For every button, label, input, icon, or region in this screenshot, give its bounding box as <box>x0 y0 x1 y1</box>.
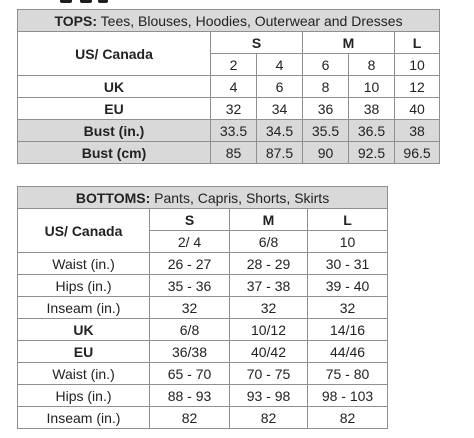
row-label: Bust (in.) <box>18 120 211 142</box>
bottoms-size-table <box>17 186 388 429</box>
bottoms-row-waist-in <box>18 253 388 275</box>
table-cell: 8 <box>349 54 395 76</box>
table-cell: 82 <box>150 407 230 429</box>
row-label: Bust (cm) <box>18 142 211 164</box>
table-cell: 44/46 <box>308 341 388 363</box>
row-label: Inseam (in.) <box>18 407 150 429</box>
bottoms-table-title <box>18 187 388 209</box>
table-cell: 33.5 <box>211 120 257 142</box>
table-cell: 4 <box>257 54 303 76</box>
row-label: UK <box>18 76 211 98</box>
table-cell: 6 <box>303 54 349 76</box>
row-label: Hips (in.) <box>18 275 150 297</box>
table-cell: 98 - 103 <box>308 385 388 407</box>
tops-row-uk <box>18 76 440 98</box>
bottoms-row-uk <box>18 319 388 341</box>
tops-size-header-row <box>18 32 440 54</box>
table-cell: 75 - 80 <box>308 363 388 385</box>
row-label: EU <box>18 341 150 363</box>
row-label: Inseam (in.) <box>18 297 150 319</box>
tops-row-bust-cm <box>18 142 440 164</box>
table-cell: 28 - 29 <box>230 253 308 275</box>
bottoms-row-eu <box>18 341 388 363</box>
table-cell: 32 <box>230 297 308 319</box>
table-cell: 90 <box>303 142 349 164</box>
bottoms-size-m: M <box>230 209 308 231</box>
bottoms-row-hips-cm <box>18 385 388 407</box>
table-cell: 87.5 <box>257 142 303 164</box>
tops-table-title <box>18 10 440 32</box>
bottoms-row-inseam-cm <box>18 407 388 429</box>
row-label: UK <box>18 319 150 341</box>
table-cell: 34.5 <box>257 120 303 142</box>
tops-size-s: S <box>211 32 303 54</box>
tops-row-bust-in <box>18 120 440 142</box>
table-cell: 2 <box>211 54 257 76</box>
bottoms-size-l: L <box>308 209 388 231</box>
table-cell: 36/38 <box>150 341 230 363</box>
table-cell: 65 - 70 <box>150 363 230 385</box>
bottoms-us-canada-label: US/ Canada <box>18 209 150 253</box>
table-cell: 2/ 4 <box>150 231 230 253</box>
table-cell: 6/8 <box>230 231 308 253</box>
table-cell: 70 - 75 <box>230 363 308 385</box>
bottoms-title-rest: Pants, Capris, Shorts, Skirts <box>150 189 330 206</box>
table-cell: 36 <box>303 98 349 120</box>
table-cell: 6 <box>257 76 303 98</box>
table-cell: 82 <box>230 407 308 429</box>
table-cell: 10/12 <box>230 319 308 341</box>
table-cell: 88 - 93 <box>150 385 230 407</box>
tops-size-table <box>17 9 440 164</box>
bottoms-title-bold: BOTTOMS: <box>75 189 151 206</box>
table-cell: 30 - 31 <box>308 253 388 275</box>
table-cell: 92.5 <box>349 142 395 164</box>
table-cell: 38 <box>349 98 395 120</box>
table-cell: 32 <box>150 297 230 319</box>
tops-row-eu <box>18 98 440 120</box>
bottoms-title-row <box>18 187 388 209</box>
bottoms-row-inseam-in <box>18 297 388 319</box>
table-cell: 96.5 <box>395 142 440 164</box>
table-cell: 14/16 <box>308 319 388 341</box>
table-cell: 37 - 38 <box>230 275 308 297</box>
tops-size-m: M <box>303 32 395 54</box>
table-cell: 8 <box>303 76 349 98</box>
row-label: EU <box>18 98 211 120</box>
table-cell: 12 <box>395 76 440 98</box>
bottoms-row-hips-in <box>18 275 388 297</box>
table-cell: 36.5 <box>349 120 395 142</box>
cropped-heading-fragment <box>60 0 110 6</box>
table-cell: 6/8 <box>150 319 230 341</box>
tops-title-rest: Tees, Blouses, Hoodies, Outerwear and Dresses <box>97 12 403 29</box>
row-label: Hips (in.) <box>18 385 150 407</box>
table-cell: 10 <box>349 76 395 98</box>
table-cell: 40/42 <box>230 341 308 363</box>
table-cell: 26 - 27 <box>150 253 230 275</box>
tops-title-row <box>18 10 440 32</box>
tops-title-bold: TOPS: <box>54 12 98 29</box>
table-cell: 35 - 36 <box>150 275 230 297</box>
bottoms-size-header-row <box>18 209 388 231</box>
row-label: Waist (in.) <box>18 363 150 385</box>
bottoms-size-s: S <box>150 209 230 231</box>
row-label: Waist (in.) <box>18 253 150 275</box>
table-cell: 38 <box>395 120 440 142</box>
table-cell: 39 - 40 <box>308 275 388 297</box>
table-cell: 4 <box>211 76 257 98</box>
table-cell: 82 <box>308 407 388 429</box>
table-cell: 93 - 98 <box>230 385 308 407</box>
tops-us-canada-label: US/ Canada <box>18 32 211 76</box>
table-cell: 32 <box>308 297 388 319</box>
table-cell: 10 <box>395 54 440 76</box>
table-cell: 32 <box>211 98 257 120</box>
table-cell: 40 <box>395 98 440 120</box>
table-cell: 35.5 <box>303 120 349 142</box>
table-cell: 85 <box>211 142 257 164</box>
tops-size-l: L <box>395 32 440 54</box>
table-cell: 34 <box>257 98 303 120</box>
bottoms-row-waist-cm <box>18 363 388 385</box>
table-cell: 10 <box>308 231 388 253</box>
